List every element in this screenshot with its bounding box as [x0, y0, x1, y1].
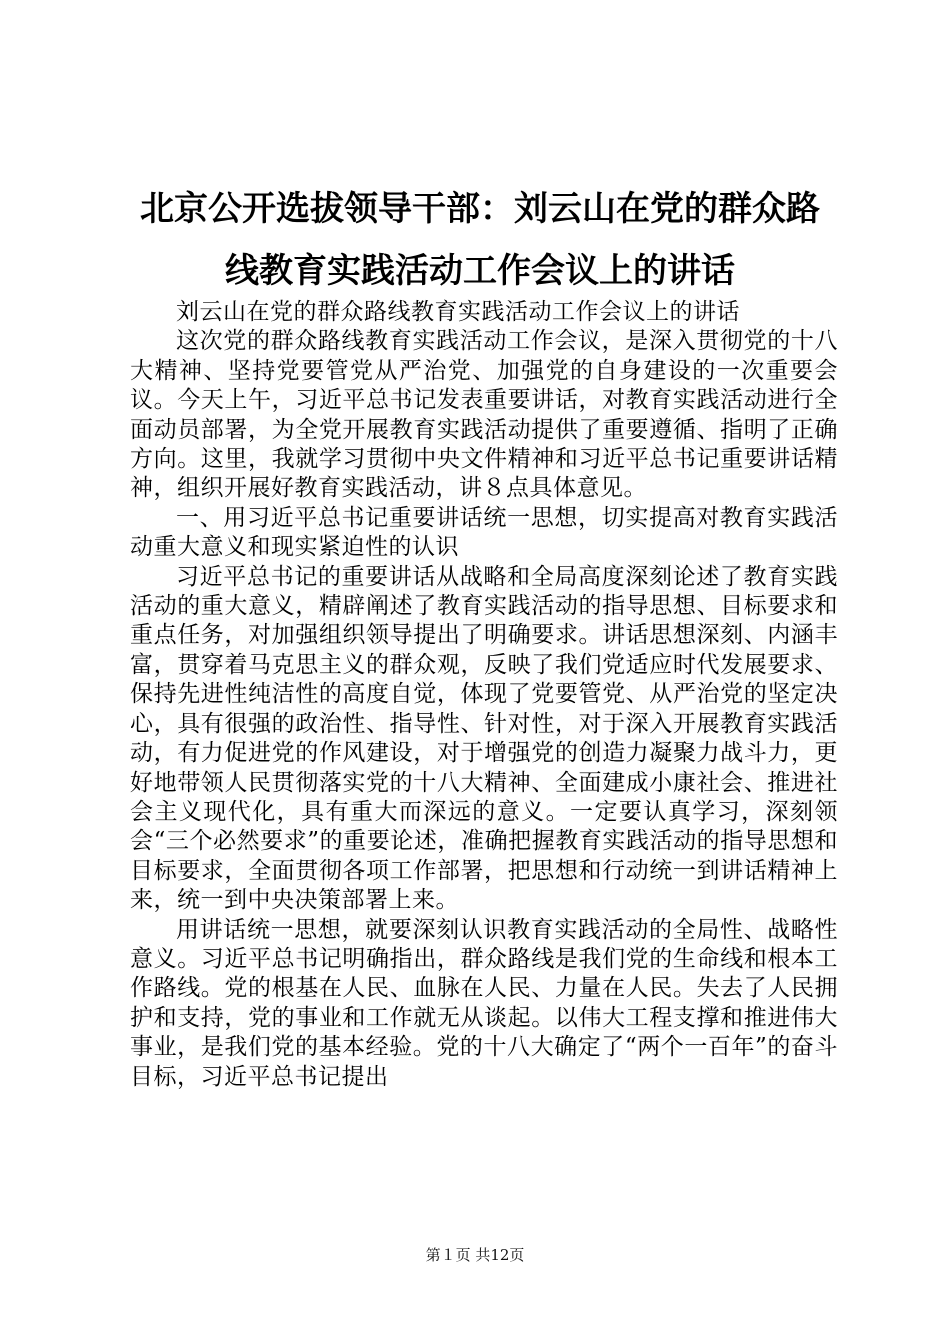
paragraph: 习近平总书记的重要讲话从战略和全局高度深刻论述了教育实践活动的重大意义，精辟阐述了教育实践活动的指导思想、目标要求和重点任务，对加强组织领导提出了明确要求。讲话思想深刻、内涵丰富，贯穿着马克思主义的群众观，反映了我们党适应时代发展要求、保持先进性纯洁性的高度自觉，体现了党要管党、从严治党的坚定决心，具有很强的政治性、指导性、针对性，对于深入开展教育实践活动，有力促进党的作风建设，对于增强党的创造力凝聚力战斗力，更好地带领人民贯彻落实党的十八大精神、全面建成小康社会、推进社会主义现代化，具有重大而深远的意义。一定要认真学习，深刻领会“三个必然要求”的重要论述，准确把握教育实践活动的指导思想和目标要求，全面贯彻各项工作部署，把思想和行动统一到讲话精神上来，统一到中央决策部署上来。: [130, 563, 838, 914]
title-line-2: 线教育实践活动工作会议上的讲话: [225, 251, 735, 291]
title-line-1: 北京公开选拔领导干部：刘云山在党的群众路: [140, 189, 820, 229]
document-subtitle: 刘云山在党的群众路线教育实践活动工作会议上的讲话: [176, 299, 740, 325]
page-footer: [0, 1245, 950, 1265]
page-number: 第１页 共12页: [425, 1246, 525, 1264]
section-heading: 一、用习近平总书记重要讲话统一思想，切实提高对教育实践活动重大意义和现实紧迫性的认识: [130, 504, 838, 561]
paragraph: 用讲话统一思想，就要深刻认识教育实践活动的全局性、战略性意义。习近平总书记明确指出，群众路线是我们党的生命线和根本工作路线。党的根基在人民、血脉在人民、力量在人民。失去了人民拥护和支持，党的事业和工作就无从谈起。以伟大工程支撑和推进伟大事业，是我们党的基本经验。党的十八大确定了“两个一百年”的奋斗目标，习近平总书记提出: [130, 916, 838, 1090]
document-title: [120, 178, 840, 302]
document-body: [130, 298, 838, 1092]
paragraph: 这次党的群众路线教育实践活动工作会议，是深入贯彻党的十八大精神、坚持党要管党从严治党、加强党的自身建设的一次重要会议。今天上午，习近平总书记发表重要讲话，对教育实践活动进行全面动员部署，为全党开展教育实践活动提供了重要遵循、指明了正确方向。这里，我就学习贯彻中央文件精神和习近平总书记重要讲话精神，组织开展好教育实践活动，讲８点具体意见。: [130, 328, 838, 502]
